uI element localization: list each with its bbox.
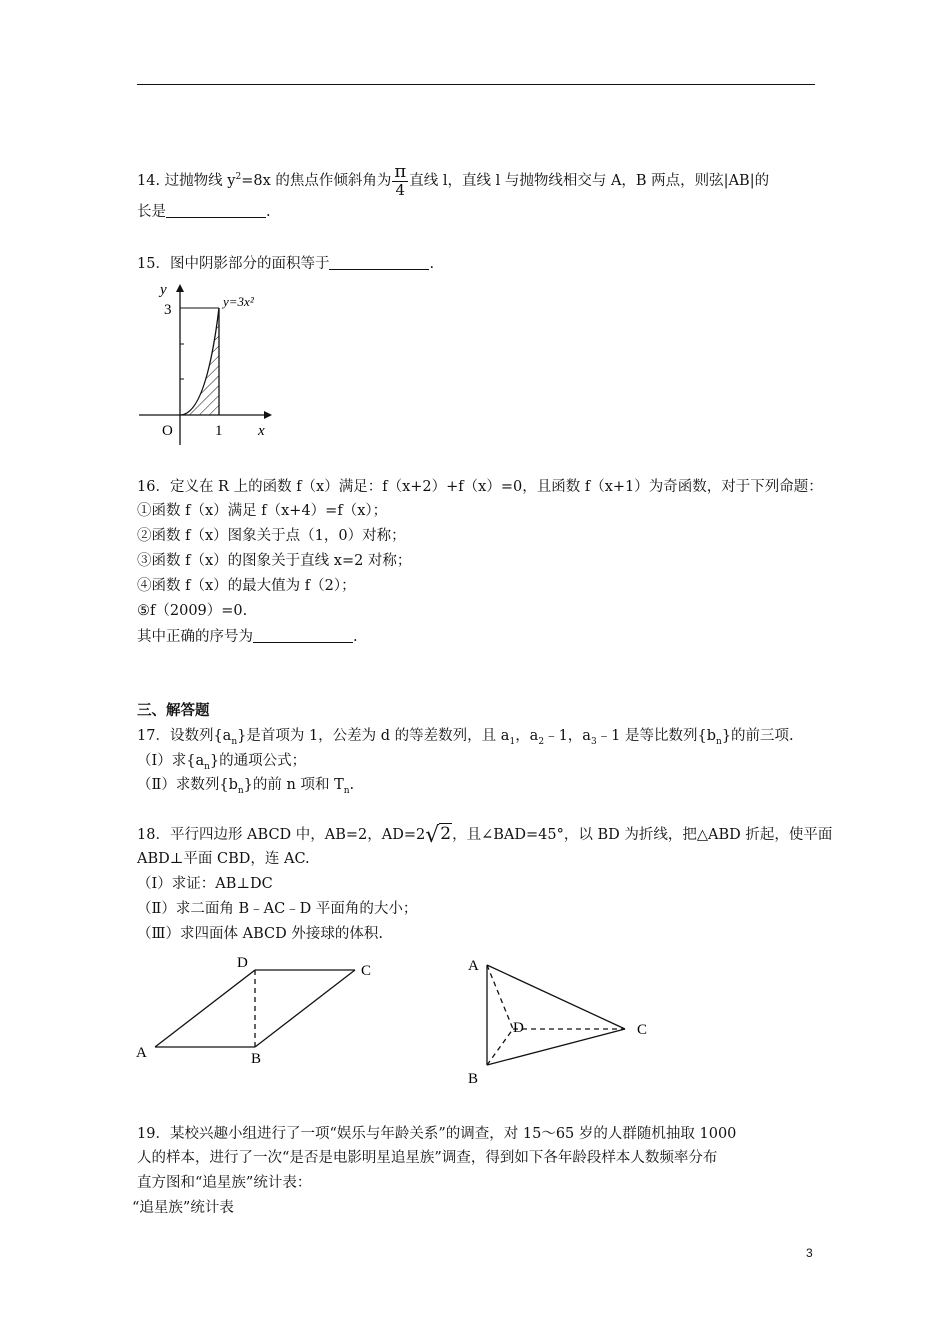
vertex-B: B [251, 1051, 262, 1067]
shaded-area-figure [136, 280, 276, 446]
vertex-D: D [237, 955, 248, 971]
question-16-stem: 16．定义在 R 上的函数 f（x）满足：f（x+2）+f（x）=0，且函数 f（x+1）为奇函数，对于下列命题： [137, 479, 823, 495]
question-14: 14. 过抛物线 $y^2=8x$ 的焦点作倾斜角为 $\frac{\pi}{4}$ 直线 l，直线 l 与抛物线相交与 A，B 两点，则弦|AB|的 [137, 161, 770, 200]
tetrahedron-figure [460, 953, 660, 1088]
question-19-line1: 19．某校兴趣小组进行了一项“娱乐与年龄关系”的调查，对 15～65 岁的人群随机抽取 1000 [137, 1126, 737, 1142]
x-axis-label: x [258, 423, 265, 439]
origin-label: O [162, 423, 173, 439]
y-tick-label: 3 [164, 302, 172, 318]
question-18-part3: （Ⅲ）求四面体 ABCD 外接球的体积. [137, 926, 383, 942]
question-18-part1: （Ⅰ）求证：AB⊥DC [137, 876, 273, 892]
sqrt-symbol: √ [425, 823, 440, 848]
question-16-item: ①函数 f（x）满足 f（x+4）=f（x）； [137, 503, 388, 519]
section-title: 三、解答题 [137, 703, 210, 719]
question-17-part1: （Ⅰ）求$\{a_n\}$的通项公式； [137, 753, 307, 772]
curve-label: y=3x² [223, 294, 254, 309]
question-15: 15．图中阴影部分的面积等于 . [137, 253, 434, 274]
y-axis-label: y [160, 282, 167, 298]
vertex-A: A [136, 1045, 147, 1061]
vertex-A: A [468, 958, 479, 974]
answer-blank[interactable] [329, 253, 429, 270]
parallelogram-figure [130, 953, 380, 1068]
radicand: 2 [440, 824, 452, 844]
x-tick-label: 1 [215, 423, 223, 439]
question-17: 17．设数列$\{a_n\}$是首项为 1，公差为 d 的等差数列，且 $a_1$，$a_2﹣1$，$a_3﹣1$ 是等比数列$\{b_n\}$的前三项. [137, 728, 794, 747]
question-14-line2: 长是 . [137, 201, 271, 222]
question-17-part2: （Ⅱ）求数列$\{b_n\}$的前 n 项和 $T_n$. [137, 777, 355, 796]
header-rule [137, 84, 815, 85]
question-19-line2: 人的样本，进行了一次“是否是电影明星追星族”调查，得到如下各年龄段样本人数频率分布 [137, 1150, 718, 1166]
question-16-item: ④函数 f（x）的最大值为 f（2）； [137, 578, 356, 594]
question-18: 18．平行四边形 ABCD 中，AB=2，AD=2√2，且∠BAD=45°，以 BD 为折线，把△ABD 折起，使平面 [137, 823, 833, 848]
answer-blank[interactable] [253, 626, 353, 643]
x-axis-arrow [264, 411, 272, 419]
page-number: 3 [806, 1246, 813, 1260]
shaded-region [180, 308, 219, 415]
question-16-ask: 其中正确的序号为 . [137, 626, 358, 647]
question-18-part2: （Ⅱ）求二面角 B﹣AC﹣D 平面角的大小； [137, 901, 418, 917]
question-16-item: ③函数 f（x）的图象关于直线 x=2 对称； [137, 553, 412, 569]
fraction-pi-over-4: $\frac{\pi}{4}$ [394, 161, 407, 200]
vertex-C: C [637, 1022, 648, 1038]
question-19-line3: 直方图和“追星族”统计表： [137, 1175, 312, 1191]
vertex-D: D [513, 1020, 524, 1036]
question-16-item: ②函数 f（x）图象关于点（1，0）对称； [137, 528, 406, 544]
vertex-C: C [361, 963, 372, 979]
question-16-item: ⑤f（2009）=0. [137, 603, 248, 619]
answer-blank[interactable] [166, 201, 266, 218]
question-18-line2: ABD⊥平面 CBD，连 AC. [137, 851, 310, 867]
y-axis-arrow [176, 284, 184, 292]
question-19-table-title: “追星族”统计表 [132, 1200, 234, 1216]
vertex-B: B [468, 1071, 479, 1087]
exponent: 2 [235, 172, 242, 182]
